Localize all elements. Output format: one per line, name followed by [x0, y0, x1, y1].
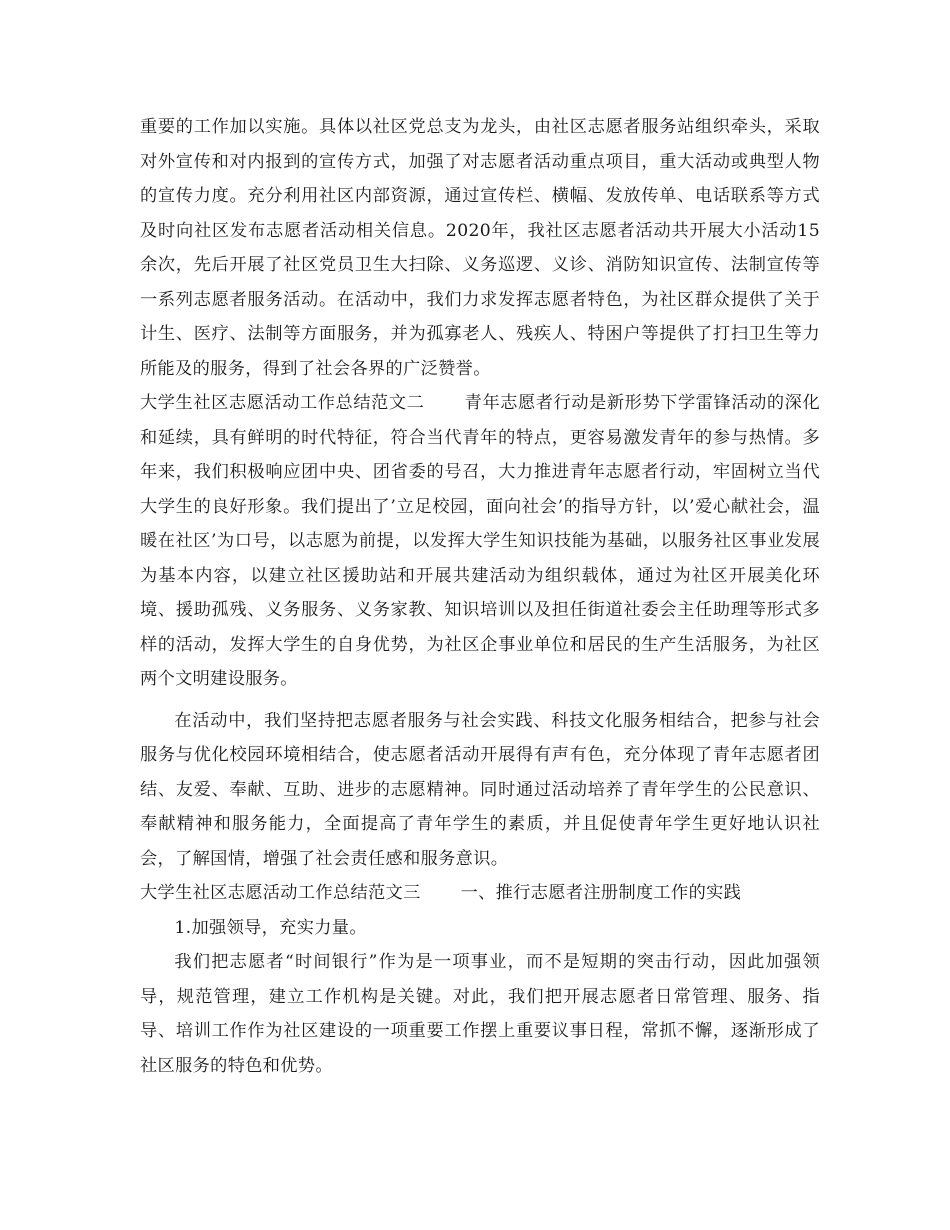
paragraph-3: 在活动中，我们坚持把志愿者服务与社会实践、科技文化服务相结合，把参与社会服务与优化校园环境相结合，使志愿者活动开展得有声有色，充分体现了青年志愿者团结、友爱、奉献、互助、进步的志愿精神。同时通过活动培养了青年学生的公民意识、奉献精神和服务能力，全面提高了青年学生的素质，并且促使青年学生更好地认识社会，了解国情，增强了社会责任感和服务意识。	[140, 710, 820, 869]
section-3	[140, 876, 820, 911]
paragraph-4: 我们把志愿者“时间银行”作为是一项事业，而不是短期的突击行动，因此加强领导，规范管理，建立工作机构是关键。对此，我们把开展志愿者日常管理、服务、指导、培训工作作为社区建设的一项重要工作摆上重要议事日程，常抓不懈，逐渐形成了社区服务的特色和优势。	[140, 952, 820, 1076]
document-page	[140, 110, 820, 1083]
section-2-title: 大学生社区志愿活动工作总结范文二	[140, 393, 425, 413]
paragraph-1: 重要的工作加以实施。具体以社区党总支为龙头，由社区志愿者服务站组织牵头，采取对外宣传和对内报到的宣传方式，加强了对志愿者活动重点项目，重大活动或典型人物的宣传力度。充分利用社区内部资源，通过宣传栏、横幅、发放传单、电话联系等方式及时向社区发布志愿者活动相关信息。2020年，我社区志愿者活动共开展大小活动15余次，先后开展了社区党员卫生大扫除、义务巡逻、义诊、消防知识宣传、法制宣传等一系列志愿者服务活动。在活动中，我们力求发挥志愿者特色，为社区群众提供了关于计生、医疗、法制等方面服务，并为孤寡老人、残疾人、特困户等提供了打扫卫生等力所能及的服务，得到了社会各界的广泛赞誉。	[140, 117, 820, 379]
section-3-title: 大学生社区志愿活动工作总结范文三	[140, 883, 421, 903]
section-3-heading: 一、推行志愿者注册制度工作的实践	[460, 883, 742, 903]
list-item-1: 1.加强领导，充实力量。	[174, 917, 367, 938]
section-2-body: 青年志愿者行动是新形势下学雷锋活动的深化和延续，具有鲜明的时代特征，符合当代青年的特点，更容易激发青年的参与热情。多年来，我们积极响应团中央、团省委的号召，大力推进青年志愿者行动，牢固树立当代大学生的良好形象。我们提出了’立足校园，面向社会’的指导方针，以’爱心献社会，温暖在社区’为口号，以志愿为前提，以发挥大学生知识技能为基础，以服务社区事业发展为基本内容，以建立社区援助站和开展共建活动为组织载体，通过为社区开展美化环境、援助孤残、义务服务、义务家教、知识培训以及担任街道社委会主任助理等形式多样的活动，发挥大学生的自身优势，为社区企事业单位和居民的生产生活服务，为社区两个文明建设服务。	[140, 393, 820, 689]
section-2	[140, 386, 820, 697]
